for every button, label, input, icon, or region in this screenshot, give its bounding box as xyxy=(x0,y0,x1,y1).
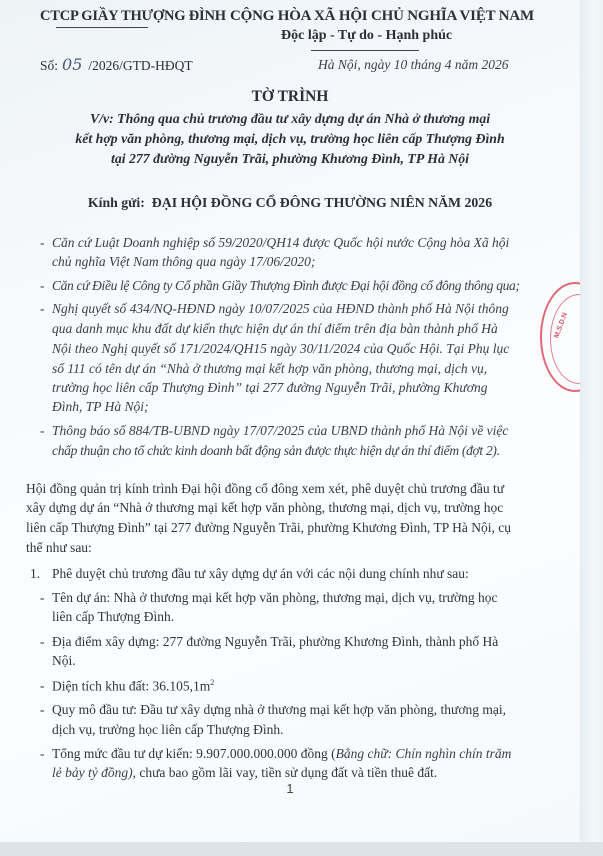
investment-amount: Tổng mức đầu tư dự kiến: 9.907.000.000.000 đồng ( xyxy=(52,746,336,761)
legal-basis-line: Thông báo số 884/TB-UBND ngày 17/07/2025 của UBND thành phố Hà Nội về việc xyxy=(52,423,509,438)
bullet-dash: - xyxy=(40,423,45,438)
document-number xyxy=(40,55,193,74)
legal-basis-line: chủ nghĩa Việt Nam thông qua ngày 17/06/2020; xyxy=(52,254,316,269)
intro-line: thể như sau: xyxy=(26,540,92,555)
scale-line: dịch vụ, trường học liên cấp Thượng Đình. xyxy=(52,722,284,737)
doc-number-suffix: /2026/GTD-HĐQT xyxy=(88,58,193,73)
project-name-line: Tên dự án: Nhà ở thương mại kết hợp văn phòng, thương mại, dịch vụ, trường học xyxy=(52,590,498,605)
investment-line xyxy=(52,746,511,762)
legal-basis-line: chấp thuận cho tổ chức kinh doanh bất động sản được thực hiện dự án thí điểm (đợt 2). xyxy=(52,443,500,458)
document-title: TỜ TRÌNH xyxy=(251,88,329,105)
legal-basis-line: Căn cứ Điều lệ Công ty Cổ phần Giầy Thượng Đình được Đại hội đồng cổ đông thông qua; xyxy=(52,278,520,293)
section-number: 1. xyxy=(30,566,41,581)
bullet-dash: - xyxy=(40,301,45,316)
investment-note: , chưa bao gồm lãi vay, tiền sử dụng đất và tiền thuê đất. xyxy=(132,765,438,780)
land-area-sup: 2 xyxy=(210,678,215,687)
bullet-dash: - xyxy=(40,634,45,649)
investment-in-words: Bằng chữ: Chín nghìn chín trăm xyxy=(335,746,512,761)
organization-underline xyxy=(56,27,148,28)
scale-line: Quy mô đầu tư: Đầu tư xây dựng nhà ở thương mại kết hợp văn phòng, thương mại, xyxy=(52,702,506,717)
recipient-name: ĐẠI HỘI ĐỒNG CỔ ĐÔNG THƯỜNG NIÊN NĂM 2026 xyxy=(151,195,493,210)
intro-line: Hội đồng quản trị kính trình Đại hội đồng cổ đông xem xét, phê duyệt chủ trương đầu tư xyxy=(26,481,505,496)
legal-basis-line: Nội theo Nghị quyết số 171/2024/QH15 ngày 30/11/2024 của Quốc Hội. Tại Phụ lục xyxy=(52,341,510,356)
motto-underline xyxy=(311,50,419,51)
legal-basis-line: qua danh mục khu đất dự kiến thực hiện dự án thí điểm trên địa bàn thành phố Hà xyxy=(52,321,498,336)
project-name-line: liên cấp Thượng Đình. xyxy=(52,609,175,624)
legal-basis-line: trường học liên cấp Thượng Đình” tại 277 đường Nguyễn Trãi, phường Khương xyxy=(52,380,488,395)
page-bottom-edge xyxy=(0,842,603,856)
page-edge-shadow xyxy=(580,0,603,856)
bullet-dash: - xyxy=(40,235,45,250)
land-area-text: Diện tích khu đất: 36.105,1m xyxy=(52,678,211,694)
recipient xyxy=(0,195,580,211)
subject-line: V/v: Thông qua chủ trương đầu tư xây dựng dự án Nhà ở thương mại xyxy=(89,111,491,126)
organization-name: CTCP GIẦY THƯỢNG ĐÌNH xyxy=(40,8,226,24)
intro-line: liên cấp Thượng Đình” tại 277 đường Nguyễn Trãi, phường Khương Đình, TP Hà Nội, cụ xyxy=(26,520,512,535)
legal-basis-line: Căn cứ Luật Doanh nghiệp số 59/2020/QH14 được Quốc hội nước Cộng hòa Xã hội xyxy=(52,235,510,250)
doc-number-prefix: Số: xyxy=(40,58,59,73)
investment-line xyxy=(52,765,437,781)
seal-text: M.S.D.N xyxy=(553,311,570,340)
location-line: Địa điểm xây dựng: 277 đường Nguyễn Trãi, phường Khương Đình, thành phố Hà xyxy=(52,634,499,649)
legal-basis-line: Đình, TP Hà Nội; xyxy=(52,399,149,414)
location-line: Nội. xyxy=(52,653,76,668)
subject-line: kết hợp văn phòng, thương mại, dịch vụ, trường học liên cấp Thượng Đình xyxy=(75,131,505,146)
legal-basis-line: số 111 có tên dự án “Nhà ở thương mại kết hợp văn phòng, thương mại, dịch vụ, xyxy=(52,361,488,376)
national-motto: Độc lập - Tự do - Hạnh phúc xyxy=(281,28,453,43)
place-date: Hà Nội, ngày 10 tháng 4 năm 2026 xyxy=(318,57,509,72)
doc-number-handwritten: 05 xyxy=(62,55,83,74)
bullet-dash: - xyxy=(40,678,45,693)
bullet-dash: - xyxy=(40,278,45,293)
subject-line: tại 277 đường Nguyễn Trãi, phường Khương Đình, TP Hà Nội xyxy=(110,151,469,166)
intro-line: xây dựng dự án “Nhà ở thương mại kết hợp văn phòng, thương mại, dịch vụ, trường học xyxy=(26,500,504,515)
legal-basis-line: Nghị quyết số 434/NQ-HĐND ngày 10/07/2025 của HĐND thành phố Hà Nội thông xyxy=(52,301,509,316)
recipient-label: Kính gửi: xyxy=(87,195,145,210)
bullet-dash: - xyxy=(40,702,45,717)
investment-in-words: lẻ bảy tỷ đồng) xyxy=(52,765,133,780)
page-number: 1 xyxy=(286,781,294,796)
nation-heading: CỘNG HÒA XÃ HỘI CHỦ NGHĨA VIỆT NAM xyxy=(230,8,534,24)
bullet-dash: - xyxy=(40,746,45,761)
land-area xyxy=(52,678,214,695)
bullet-dash: - xyxy=(40,590,45,605)
section-heading: Phê duyệt chủ trương đầu tư xây dựng dự án với các nội dung chính như sau: xyxy=(52,566,469,581)
